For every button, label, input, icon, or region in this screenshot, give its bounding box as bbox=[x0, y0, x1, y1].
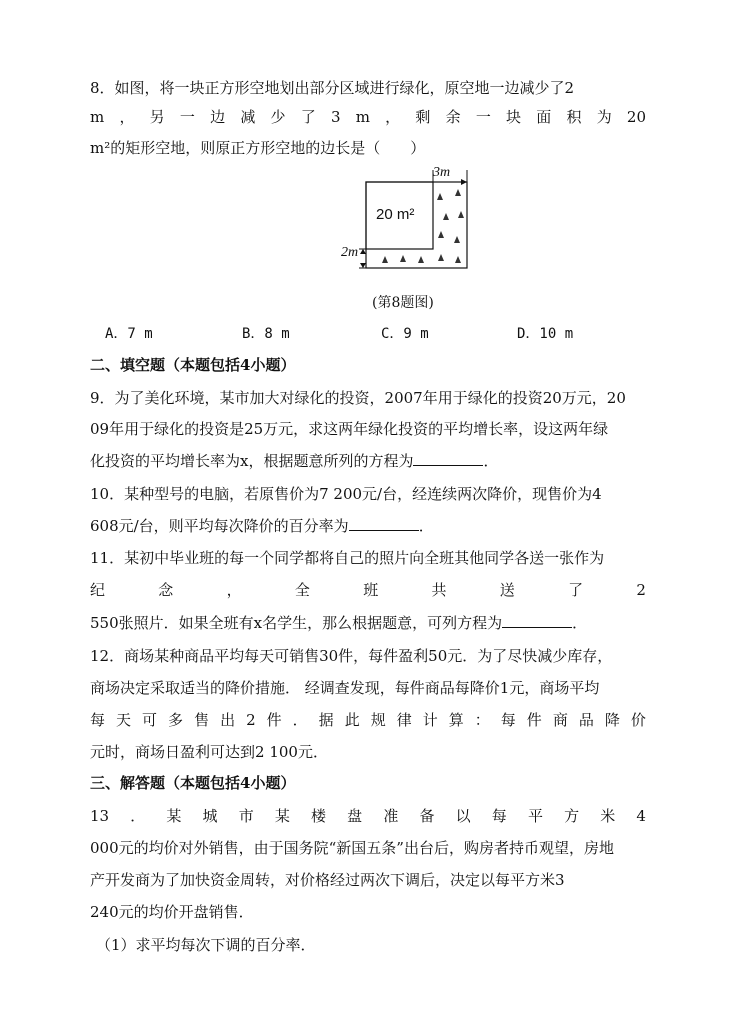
q12-line-3-token-16: 每 bbox=[500, 711, 516, 729]
q10-line-2-end: ． bbox=[418, 517, 434, 535]
q13-line-1-token-0: 13 bbox=[90, 807, 110, 825]
q10-answer-blank[interactable] bbox=[349, 516, 419, 531]
q8-line-2-token-10: ， bbox=[385, 108, 401, 126]
q11-line-2-token-3: 全 bbox=[294, 581, 310, 599]
q8-option-b: B．8 m bbox=[242, 326, 290, 342]
q11-line-3-end: ． bbox=[572, 614, 588, 632]
q13-line-1-token-4: 市 bbox=[238, 807, 254, 825]
q8-line-2-token-8: 3 bbox=[330, 108, 341, 126]
q9-line-3-text: 化投资的平均增长率为x，根据题意所列的方程为 bbox=[90, 452, 414, 470]
q12-line-4: 元时，商场日盈利可达到2 100元． bbox=[90, 743, 328, 761]
q13-line-1-token-13: 方 bbox=[564, 807, 580, 825]
q11-line-2-token-4: 班 bbox=[363, 581, 379, 599]
q10-line-1: 10．某种型号的电脑，若原售价为7 200元/台，经连续两次降价，现售价为4 bbox=[90, 485, 602, 503]
q8-line-2-token-15: 面 bbox=[536, 108, 552, 126]
q12-line-3-token-9: 据 bbox=[318, 711, 334, 729]
q9-line-3 bbox=[90, 451, 498, 471]
q12-line-3-token-10: 此 bbox=[344, 711, 360, 729]
q8-line-2-token-13: 一 bbox=[475, 108, 491, 126]
q13-line-1-token-12: 平 bbox=[527, 807, 543, 825]
q8-line-2-token-18: 20 bbox=[626, 108, 646, 126]
q8-line-2-token-2: 另 bbox=[149, 108, 165, 126]
q11-line-1: 11．某初中毕业班的每一个同学都将自己的照片向全班其他同学各送一张作为 bbox=[90, 549, 605, 567]
q11-line-2-token-5: 共 bbox=[431, 581, 447, 599]
q9-line-2: 09年用于绿化的投资是25万元，求这两年绿化投资的平均增长率，设这两年绿 bbox=[90, 420, 609, 438]
q13-line-4: 240元的均价开盘销售． bbox=[90, 903, 254, 921]
q8-line-3: m²的矩形空地，则原正方形空地的边长是（ ） bbox=[90, 139, 426, 157]
q12-line-3-token-17: 件 bbox=[526, 711, 542, 729]
q12-line-3-token-4: 售 bbox=[194, 711, 210, 729]
q12-line-3-token-18: 商 bbox=[552, 711, 568, 729]
tree-icon bbox=[382, 189, 464, 263]
q13-line-1-token-15: 4 bbox=[636, 807, 646, 825]
q11-line-2-token-2: ， bbox=[226, 581, 242, 599]
q12-line-3-token-14: 算 bbox=[448, 711, 464, 729]
q11-line-2-token-7: 了 bbox=[568, 581, 584, 599]
q11-line-2-token-8: 2 bbox=[636, 581, 646, 599]
q8-option-a: A．7 m bbox=[105, 326, 153, 342]
q13-line-3: 产开发商为了加快资金周转，对价格经过两次下调后，决定以每平方米3 bbox=[90, 871, 565, 889]
q11-answer-blank[interactable] bbox=[502, 613, 572, 628]
q8-line-1: 8．如图，将一块正方形空地划出部分区域进行绿化，原空地一边减少了2 bbox=[90, 79, 575, 97]
q12-line-3-token-5: 出 bbox=[220, 711, 236, 729]
q12-line-3-token-7: 件 bbox=[266, 711, 282, 729]
q8-figure-caption: (第8题图) bbox=[372, 295, 434, 311]
q11-line-2-token-6: 送 bbox=[499, 581, 515, 599]
q8-line-2-token-4: 边 bbox=[210, 108, 226, 126]
q13-line-1-token-8: 准 bbox=[383, 807, 399, 825]
q8-line-2-token-14: 块 bbox=[506, 108, 522, 126]
q12-line-3-token-8: ． bbox=[292, 711, 308, 729]
q11-line-2-token-1: 念 bbox=[158, 581, 174, 599]
q8-line-2-token-5: 减 bbox=[240, 108, 256, 126]
q12-line-3-token-12: 律 bbox=[396, 711, 412, 729]
q8-line-2-token-17: 为 bbox=[596, 108, 612, 126]
q13-line-1-token-10: 以 bbox=[455, 807, 471, 825]
q13-line-2: 000元的均价对外销售，由于国务院“新国五条”出台后，购房者持币观望，房地 bbox=[90, 839, 614, 857]
q10-line-2-text: 608元/台，则平均每次降价的百分率为 bbox=[90, 517, 349, 535]
q11-line-3 bbox=[90, 613, 587, 633]
q8-line-2-token-6: 少 bbox=[270, 108, 286, 126]
q13-line-1-token-11: 每 bbox=[491, 807, 507, 825]
q12-line-3-token-6: 2 bbox=[246, 711, 256, 729]
q13-line-1-token-2: 某 bbox=[166, 807, 182, 825]
q13-line-1-token-14: 米 bbox=[600, 807, 616, 825]
q9-line-1: 9．为了美化环境，某市加大对绿化的投资，2007年用于绿化的投资20万元，20 bbox=[90, 389, 626, 407]
q8-line-2-token-9: m bbox=[355, 108, 370, 126]
q13-line-1-token-9: 备 bbox=[419, 807, 435, 825]
q13-line-1-token-3: 城 bbox=[202, 807, 218, 825]
q8-line-2-token-0: m bbox=[90, 108, 105, 126]
q12-line-3-token-0: 每 bbox=[90, 711, 106, 729]
q10-line-2 bbox=[90, 516, 434, 536]
q13-line-1 bbox=[90, 806, 646, 826]
q8-line-2-token-3: 一 bbox=[179, 108, 195, 126]
q12-line-3-token-2: 可 bbox=[142, 711, 158, 729]
figure-area-label: 20 m² bbox=[376, 206, 415, 223]
q13-line-1-token-7: 盘 bbox=[347, 807, 363, 825]
q12-line-3 bbox=[90, 710, 646, 730]
q12-line-3-token-3: 多 bbox=[168, 711, 184, 729]
q12-line-3-token-11: 规 bbox=[370, 711, 386, 729]
figure-top-label: 3m bbox=[433, 165, 451, 180]
q8-line-2-token-11: 剩 bbox=[415, 108, 431, 126]
q11-line-2-token-0: 纪 bbox=[90, 581, 106, 599]
q8-line-2-token-1: ， bbox=[119, 108, 135, 126]
q12-line-3-token-21: 价 bbox=[630, 711, 646, 729]
q12-line-2: 商场决定采取适当的降价措施． 经调查发现，每件商品每降价1元，商场平均 bbox=[90, 679, 600, 697]
q9-line-3-end: ． bbox=[483, 452, 499, 470]
q11-line-2 bbox=[90, 580, 646, 600]
q12-line-3-token-13: 计 bbox=[422, 711, 438, 729]
q8-line-2 bbox=[90, 107, 646, 127]
section2-heading: 二、填空题（本题包括4小题） bbox=[90, 356, 296, 374]
q12-line-1: 12．商场某种商品平均每天可销售30件，每件盈利50元．为了尽快减少库存， bbox=[90, 647, 613, 665]
q8-line-2-token-12: 余 bbox=[445, 108, 461, 126]
q8-option-d: D．10 m bbox=[517, 326, 574, 342]
q8-line-2-token-7: 了 bbox=[300, 108, 316, 126]
q8-line-2-token-16: 积 bbox=[566, 108, 582, 126]
q13-line-1-token-6: 楼 bbox=[311, 807, 327, 825]
q12-line-3-token-1: 天 bbox=[116, 711, 132, 729]
q11-line-3-text: 550张照片．如果全班有x名学生，那么根据题意，可列方程为 bbox=[90, 614, 503, 632]
q12-line-3-token-19: 品 bbox=[578, 711, 594, 729]
q12-line-3-token-15: ： bbox=[474, 711, 490, 729]
q12-line-3-token-20: 降 bbox=[604, 711, 620, 729]
q8-option-c: C．9 m bbox=[381, 326, 429, 342]
figure-left-label: 2m bbox=[341, 245, 359, 260]
q9-answer-blank[interactable] bbox=[413, 451, 483, 466]
q13-line-1-token-1: ． bbox=[130, 807, 146, 825]
section3-heading: 三、解答题（本题包括4小题） bbox=[90, 774, 296, 792]
q13-line-1-token-5: 某 bbox=[274, 807, 290, 825]
q13-sub-question-1: （1）求平均每次下调的百分率． bbox=[96, 936, 316, 954]
